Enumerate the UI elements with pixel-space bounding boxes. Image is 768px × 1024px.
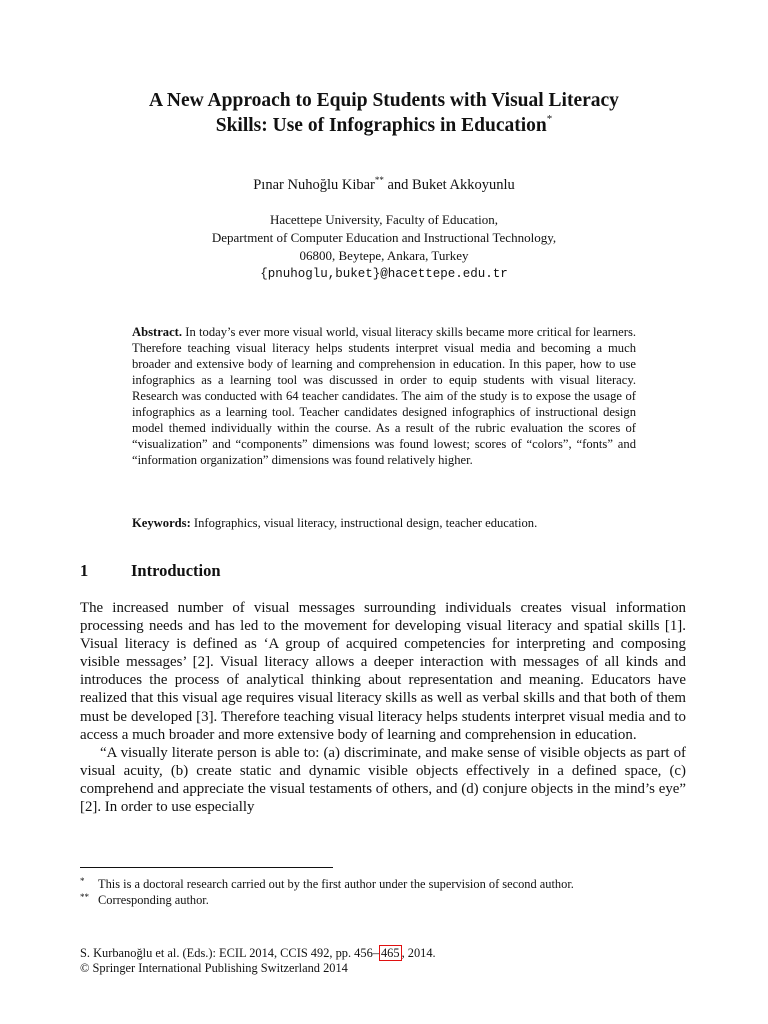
keywords-label: Keywords: <box>132 516 191 530</box>
author-email: {pnuhoglu,buket}@hacettepe.edu.tr <box>260 267 508 281</box>
end-page-link[interactable]: 465 <box>380 946 400 960</box>
author-connector: and <box>383 177 413 193</box>
body-paragraph-1: The increased number of visual messages surrounding individuals creates visual information processing needs and has led to the movement for developing visual literacy and spatial skills [1]. Visual literacy is defined as ‘A group of acquired competencies for interpreting and composing visible messages’ [2]. Visual literacy allows a deeper interaction with messages of all kinds and introduces the process of analytical thinking about representation and meaning. Educators have realized that this visual age requires visual literacy skills as well as verbal skills and that both of them must be developed [3]. Therefore teaching visual literacy helps students interpret visual media and to access a much broader and more extensive body of learning and comprehension in education. <box>80 600 686 743</box>
abstract-label: Abstract. <box>132 325 183 339</box>
body-text <box>80 599 686 816</box>
footnotes <box>80 876 686 908</box>
footnote-1-text: This is a doctoral research carried out by the first author under the supervision of second author. <box>98 877 574 891</box>
affiliation <box>60 211 708 283</box>
section-heading <box>80 561 221 581</box>
affiliation-line-3: 06800, Beytepe, Ankara, Turkey <box>299 248 469 263</box>
section-number: 1 <box>80 561 89 580</box>
title-footnote-mark: * <box>546 113 553 125</box>
citation-prefix: S. Kurbanoğlu et al. (Eds.): ECIL 2014, CCIS 492, pp. 456– <box>80 946 379 960</box>
title-line-2: Skills: Use of Infographics in Education <box>215 115 547 136</box>
abstract-text: In today’s ever more visual world, visual literacy skills became more critical for learners. Therefore teaching visual literacy helps students interpret visual media and becoming a much broader and extensive body of learning and comprehension in education. In this paper, how to use infographics as a learning tool was discussed in order to equip students with visual literacy. Research was conducted with 64 teacher candidates. The aim of the study is to expose the usage of infographics as a learning tool. Teacher candidates designed infographics of instructional design model themed individually within the course. As a result of the rubric evaluation the scores of “visualization” and “components” dimensions was found lowest; scores of “colors”, “fonts” and “information organization” dimensions was found relatively higher. <box>132 325 636 467</box>
citation-suffix: , 2014. <box>401 946 436 960</box>
author-list <box>60 177 708 194</box>
affiliation-line-1: Hacettepe University, Faculty of Education, <box>269 212 499 227</box>
footnote-2-text: Corresponding author. <box>98 893 209 907</box>
keywords <box>132 515 636 531</box>
copyright-line: © Springer International Publishing Switzerland 2014 <box>80 961 348 975</box>
footnote-2 <box>80 892 686 908</box>
author-second: Buket Akkoyunlu <box>412 177 515 193</box>
author-first-mark: ** <box>374 175 384 185</box>
footnote-divider <box>80 867 333 868</box>
section-title: Introduction <box>131 561 221 580</box>
footnote-1 <box>80 876 686 892</box>
keywords-text: Infographics, visual literacy, instructional design, teacher education. <box>193 516 538 530</box>
abstract <box>132 324 636 468</box>
footnote-2-mark: ** <box>80 892 89 902</box>
footnote-1-mark: * <box>80 876 85 886</box>
author-first: Pınar Nuhoğlu Kibar <box>253 177 375 193</box>
citation-block <box>80 946 686 976</box>
paper-title <box>60 88 708 138</box>
affiliation-line-2: Department of Computer Education and Instructional Technology, <box>211 230 557 245</box>
body-paragraph-2: “A visually literate person is able to: (a) discriminate, and make sense of visible objects as part of visual acuity, (b) create static and dynamic visible objects effectively in a defined space, (c) comprehend and appreciate the visual testaments of others, and (d) conjure objects in the mind’s eye” [2]. In order to use especially <box>80 744 686 816</box>
title-line-1: A New Approach to Equip Students with Visual Literacy <box>149 90 619 111</box>
citation-line <box>80 946 686 961</box>
